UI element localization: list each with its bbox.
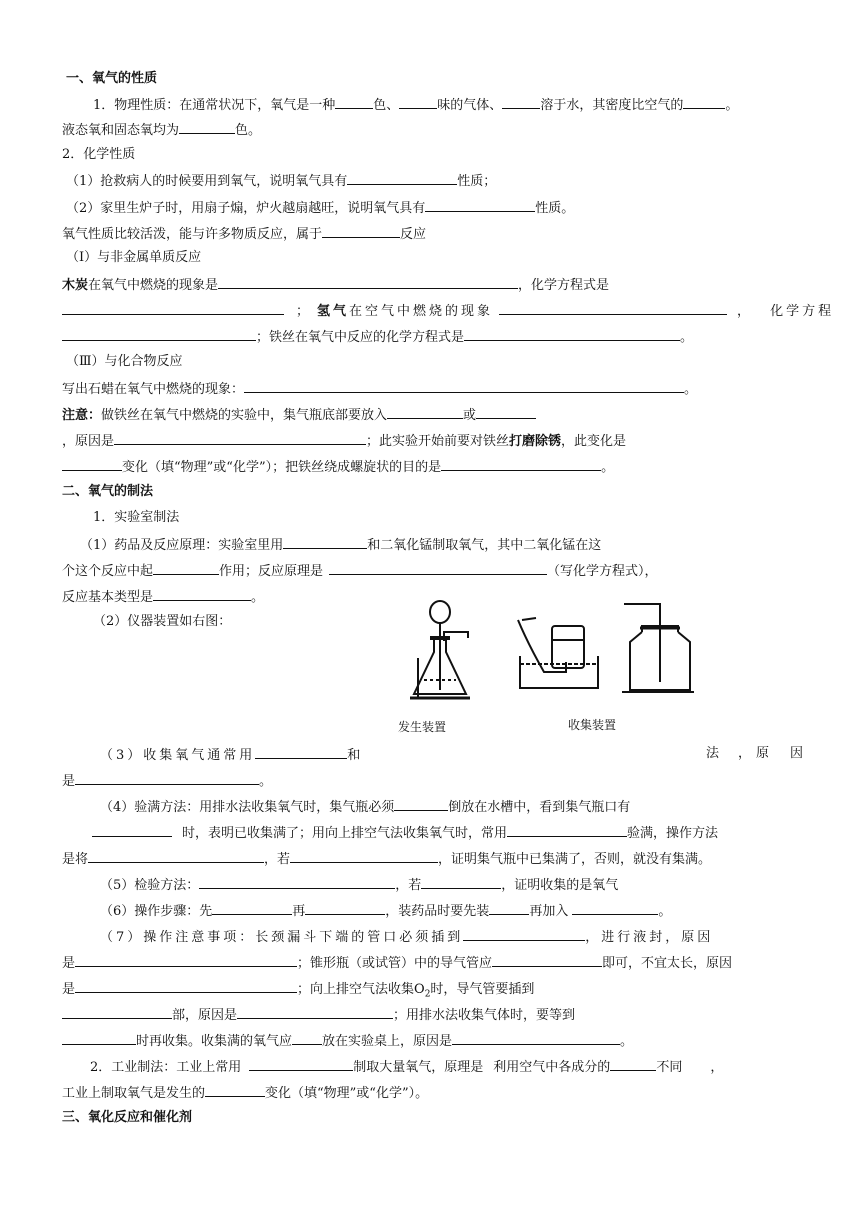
s2-line-14: 是 ；锥形瓶（或试管）中的导气管应 即可，不宜太长，原因 <box>62 953 732 973</box>
s1-line-4: （1）抢救病人的时候要用到氧气，说明氧气具有 性质； <box>66 171 496 191</box>
s1-line-15: 变化（填“物理”或“化学”）；把铁丝绕成螺旋状的目的是 。 <box>62 457 614 477</box>
s1-line-12: 写出石蜡在氧气中燃烧的现象： 。 <box>62 379 697 399</box>
s2-line-19: 工业上制取氧气是发生的 变化（填“物理”或“化学”）。 <box>62 1083 428 1103</box>
s2-line-15: 是 ；向上排空气法收集$O_2$时，导气管要插到 <box>62 979 534 1004</box>
s1-line-2: 液态氧和固态氧均为 色。 <box>62 120 261 140</box>
s2-line-12: （6）操作步骤：先 再 ，装药品时要先装 再加入 。 <box>100 901 671 921</box>
generation-apparatus-label: 发生装置 <box>398 720 447 734</box>
s2-line-13: （7）操作注意事项：长颈漏斗下端的管口必须插到 ，进行液封，原因 <box>100 927 713 947</box>
s2-line-4: 反应基本类型是 。 <box>62 587 264 607</box>
s1-line-8: 木炭在氧气中燃烧的现象是 ，化学方程式是 <box>62 275 609 295</box>
s1-line-9: ； 氢气在空气中燃烧的现象 ， 化学方程 <box>62 301 834 321</box>
generation-apparatus-figure <box>408 598 478 706</box>
s2-line-9: 时，表明已收集满了；用向上排空气法收集氧气时，常用 验满，操作方法 <box>92 823 718 843</box>
s1-line-13: 注意：做铁丝在氧气中燃烧的实验中，集气瓶底部要放入 或 <box>62 405 536 425</box>
s2-line-6: （3）收集氧气通常用 和 法 ， 原 因 <box>100 746 804 763</box>
s1-line-3: 2．化学性质 <box>62 147 136 162</box>
s2-line-3: 个这个反应中起 作用；反应原理是 （写化学方程式）， <box>62 561 658 581</box>
s1-line-11: （Ⅲ）与化合物反应 <box>66 354 183 369</box>
s1-line-6: 氧气性质比较活泼，能与许多物质反应，属于 反应 <box>62 224 426 244</box>
section-3-title: 三、氧化反应和催化剂 <box>62 1110 193 1125</box>
s2-line-17: 时再收集。收集满的氧气应 放在实验桌上，原因是 。 <box>62 1031 633 1051</box>
s2-line-16: 部，原因是 ；用排水法收集气体时，要等到 <box>62 1005 575 1025</box>
s2-line-2: （1）药品及反应原理：实验室里用 和二氧化锰制取氧气，其中二氧化锰在这 <box>80 535 601 555</box>
water-collection-figure <box>514 616 602 692</box>
s1-line-5: （2）家里生炉子时，用扇子煽，炉火越扇越旺，说明氧气具有 性质。 <box>66 198 574 218</box>
s2-line-5: （2）仪器装置如右图： <box>93 614 232 629</box>
s1-line-10: ；铁丝在氧气中反应的化学方程式是 。 <box>62 327 693 347</box>
s2-line-11: （5）检验方法： ，若 ，证明收集的是氧气 <box>100 875 618 895</box>
s2-line-7: 是 。 <box>62 771 272 791</box>
s1-line-7: （Ⅰ）与非金属单质反应 <box>66 250 202 265</box>
section-1-title: 一、氧气的性质 <box>66 71 158 86</box>
s2-line-18: 2．工业制法：工业上常用 制取大量氧气，原理是 利用空气中各成分的 不同 ， <box>90 1057 723 1077</box>
section-2-title: 二、氧气的制法 <box>62 484 154 499</box>
s2-line-8: （4）验满方法：用排水法收集氧气时，集气瓶必须 倒放在水槽中，看到集气瓶口有 <box>100 797 630 817</box>
collection-apparatus-label: 收集装置 <box>568 718 617 732</box>
s1-line-1: 1．物理性质：在通常状况下，氧气是一种 色、 味的气体、 溶于水，其密度比空气的 。 <box>93 95 738 115</box>
gas-bottle-figure <box>620 602 696 696</box>
s1-line-14: ，原因是 ；此实验开始前要对铁丝打磨除锈，此变化是 <box>62 431 626 451</box>
s2-line-10: 是将 ，若 ，证明集气瓶中已集满了，否则，就没有集满。 <box>62 849 711 869</box>
s2-line-1: 1．实验室制法 <box>93 510 180 525</box>
